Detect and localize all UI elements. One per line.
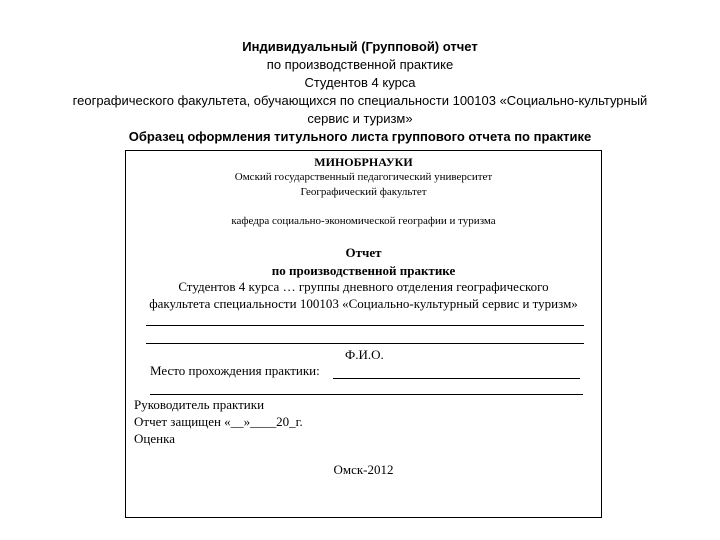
grade-label: Оценка [134, 431, 175, 446]
practice-place-label: Место прохождения практики: [150, 363, 320, 378]
report-title: Индивидуальный (Групповой) отчет [242, 39, 478, 54]
department-label: кафедра социально-экономической географии и туризма [231, 215, 496, 227]
sample-report-title: Отчет [345, 245, 382, 260]
fio-label: Ф.И.О. [345, 347, 384, 362]
sample-caption: Образец оформления титульного листа группового отчета по практике [128, 129, 592, 144]
report-subject: по производственной практике [266, 57, 454, 72]
university-label: Омский государственный педагогический университет [234, 171, 493, 183]
blank-line-1 [146, 325, 584, 326]
title-page-sample [125, 150, 602, 518]
blank-line-2 [146, 343, 584, 344]
defended-label: Отчет защищен «__»____20_г. [134, 414, 303, 429]
faculty-label: Географический факультет [300, 186, 427, 198]
sample-report-subtitle: по производственной практике [271, 263, 456, 278]
document-header [0, 38, 720, 146]
practice-place-line-2 [150, 394, 583, 395]
students-line-1: Студентов 4 курса … группы дневного отделения географического [178, 279, 549, 294]
practice-place-line [333, 378, 580, 379]
supervisor-label: Руководитель практики [134, 397, 265, 412]
report-course: Студентов 4 курса [304, 75, 416, 90]
report-specialty-line: сервис и туризм» [307, 111, 413, 126]
students-line-2: факультета специальности 100103 «Социально-культурный сервис и туризм» [149, 296, 578, 311]
ministry-label: МИНОБРНАУКИ [314, 155, 413, 169]
report-faculty-line: географического факультета, обучающихся по специальности 100103 «Социально-культурный [72, 93, 648, 108]
city-year-label: Омск-2012 [333, 462, 394, 477]
